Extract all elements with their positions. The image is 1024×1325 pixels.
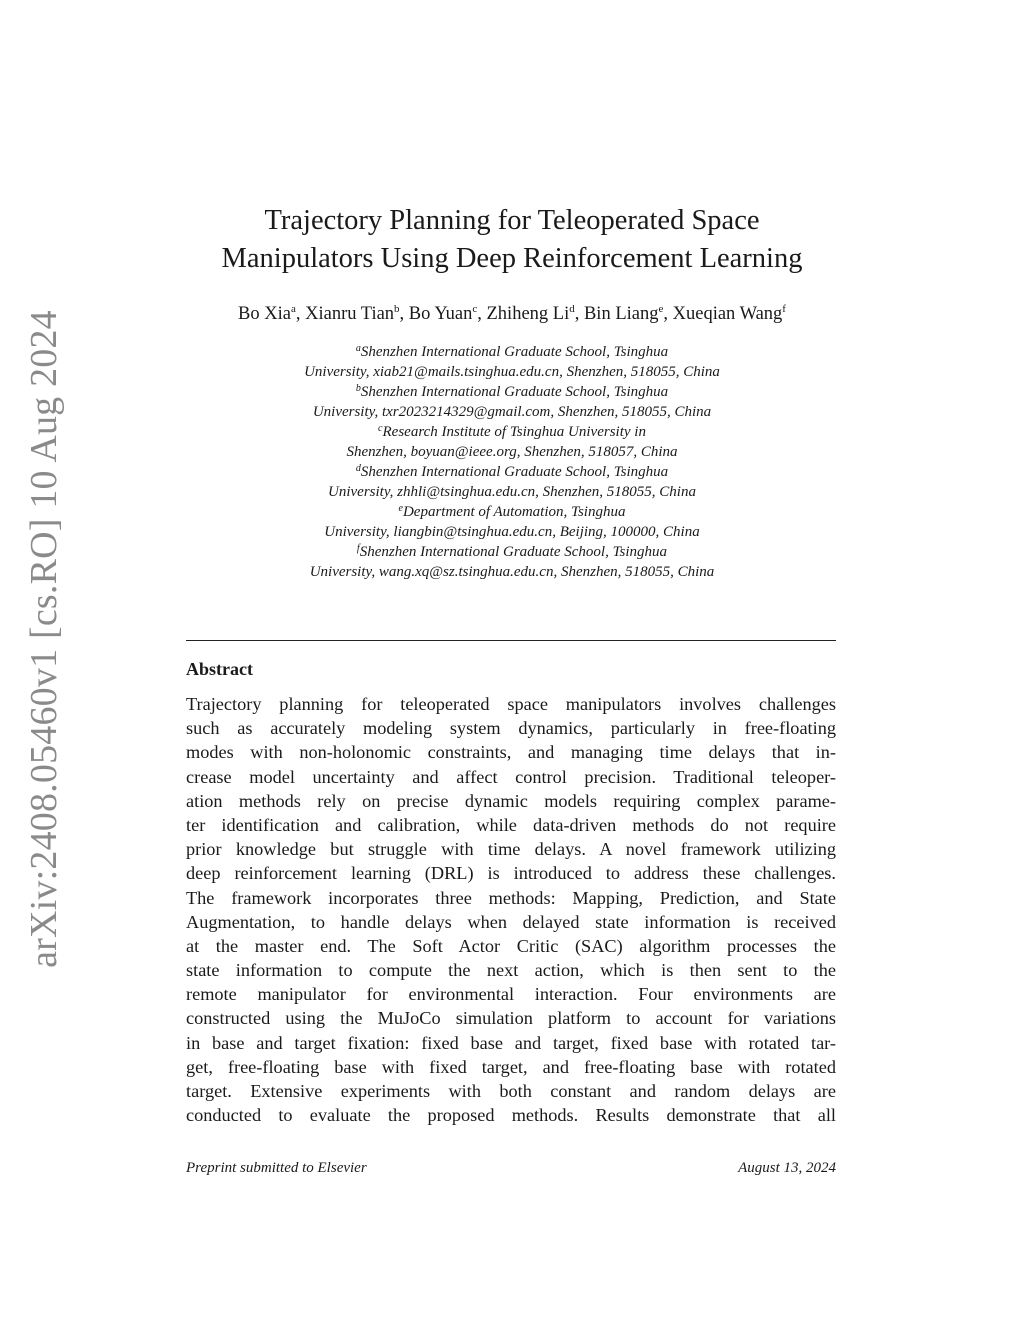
- author: Xianru Tian$^b$,: [305, 303, 409, 324]
- abstract-line: The framework incorporates three methods: Mapping, Prediction, and State: [186, 887, 836, 908]
- abstract-line: at the master end. The Soft Actor Critic (SAC) algorithm processes the: [186, 935, 836, 956]
- title-line-2: Manipulators Using Deep Reinforcement Learning: [221, 243, 803, 274]
- affiliation: $^f$Shenzhen International Graduate School, Tsinghua University, wang.xq@sz.tsinghua.edu.cn, Shenzhen, 518055, China: [309, 543, 715, 580]
- abstract-line: ation methods rely on precise dynamic models requiring complex parame-: [186, 790, 836, 811]
- author: Zhiheng Li$^d$,: [486, 303, 584, 324]
- arxiv-id-text: arXiv:2408.05460v1 [cs.RO] 10 Aug 2024: [23, 310, 65, 968]
- arxiv-identifier-stamp: [15, 310, 73, 968]
- abstract-line: state information to compute the next action, which is then sent to the: [186, 960, 836, 981]
- abstract-line: ter identification and calibration, while data-driven methods do not require: [186, 814, 836, 835]
- affiliation: $^c$Research Institute of Tsinghua University in Shenzhen, boyuan@ieee.org, Shenzhen, 518057, China: [346, 423, 678, 460]
- abstract-line: Augmentation, to handle delays when delayed state information is received: [186, 911, 836, 932]
- page-footer: [186, 1160, 836, 1177]
- abstract-line: target. Extensive experiments with both constant and random delays are: [186, 1081, 836, 1101]
- affiliation: $^b$Shenzhen International Graduate School, Tsinghua University, txr2023214329@gmail.com, Shenzhen, 518055, China: [312, 383, 712, 420]
- abstract-line: get, free-floating base with fixed target, and free-floating base with rotated: [186, 1056, 836, 1077]
- affiliation-list: [150, 342, 874, 582]
- abstract-line: Trajectory planning for teleoperated space manipulators involves challenges: [186, 694, 836, 714]
- affiliation: $^a$Shenzhen International Graduate School, Tsinghua University, xiab21@mails.tsinghua.edu.cn, Shenzhen, 518055, China: [304, 343, 720, 380]
- author: Bo Yuan$^c$,: [408, 303, 487, 324]
- abstract-heading: Abstract: [186, 659, 253, 679]
- abstract-divider: [186, 640, 836, 641]
- abstract-text: [186, 692, 836, 1127]
- abstract-line: modes with non-holonomic constraints, and managing time delays that in-: [186, 742, 836, 763]
- author: Bo Xia$^a$,: [238, 303, 306, 324]
- abstract-line: deep reinforcement learning (DRL) is introduced to address these challenges.: [186, 863, 836, 884]
- title-line-1: Trajectory Planning for Teleoperated Space: [264, 205, 760, 236]
- abstract-line: prior knowledge but struggle with time delays. A novel framework utilizing: [186, 839, 836, 860]
- author: Xueqian Wang$^f$: [672, 303, 786, 324]
- footer-preprint-note: Preprint submitted to Elsevier: [186, 1160, 367, 1176]
- abstract-line: in base and target fixation: fixed base and target, fixed base with rotated tar-: [186, 1032, 836, 1053]
- abstract-line: such as accurately modeling system dynamics, particularly in free-floating: [186, 718, 836, 739]
- author: Bin Liang$^e$,: [583, 303, 673, 324]
- affiliation: $^e$Department of Automation, Tsinghua University, liangbin@tsinghua.edu.cn, Beijing, 100000, China: [324, 503, 700, 540]
- paper-title: [150, 202, 874, 278]
- abstract-line: crease model uncertainty and affect control precision. Traditional teleoper-: [186, 766, 836, 787]
- author-list: [150, 301, 874, 327]
- abstract-line: remote manipulator for environmental interaction. Four environments are: [186, 984, 836, 1005]
- affiliation: $^d$Shenzhen International Graduate School, Tsinghua University, zhhli@tsinghua.edu.cn, Shenzhen, 518055, China: [328, 463, 696, 500]
- abstract-line: constructed using the MuJoCo simulation platform to account for variations: [186, 1008, 836, 1029]
- footer-date: August 13, 2024: [738, 1160, 836, 1176]
- abstract-line: conducted to evaluate the proposed methods. Results demonstrate that all: [186, 1105, 836, 1126]
